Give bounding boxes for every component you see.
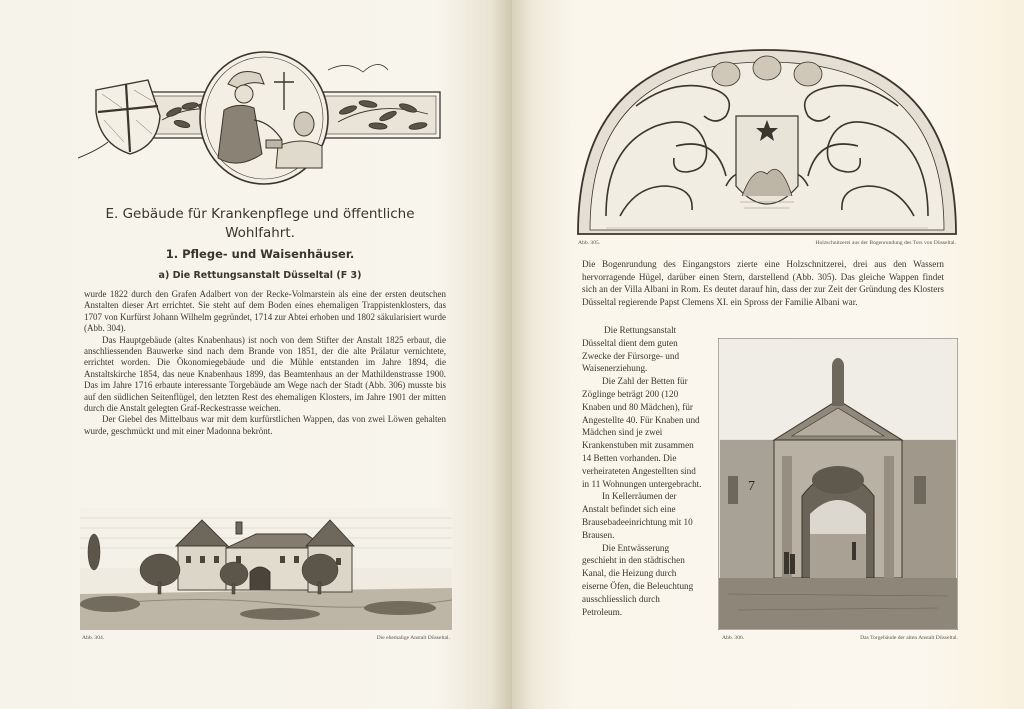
- figure-305-number: Abb. 305.: [578, 240, 601, 246]
- right-intro-text: Die Bogenrundung des Eingangstors zierte eine Holzschnitzerei, drei aus den Wassern hervorragende Hügel, darüber einen Stern, darstellend (Abb. 305). Das gleiche Wappen findet sich an der Villa Albani in Rom. Es deutet darauf hin, dass der zur Zeit der Gründung des Klosters Düsseltal regierende Papst Clemens XI. ein Spross der Familie Albani war.: [582, 259, 944, 307]
- paragraph: Die Zahl der Betten für Zöglinge beträgt 200 (120 Knaben und 80 Mädchen), für Angestellte 40. Für Knaben und Mädchen sind je zwei Krankenstuben mit zusammen 14 Betten vorhanden. Die verheirateten Angestellten sind in 11 Wohnungen untergebracht.: [582, 376, 702, 489]
- figure-304-number: Abb. 304.: [82, 635, 105, 641]
- figure-305-illustration: [576, 46, 958, 238]
- right-page: [512, 0, 1024, 709]
- figure-304-caption: Die ehemalige Anstalt Düsseltal.: [376, 635, 450, 641]
- figure-306-number: Abb. 306.: [722, 635, 745, 641]
- paragraph: Die Entwässerung geschieht in den städtischen Kanal, die Heizung durch eiserne Öfen, die Beleuchtung ausschliesslich durch Petroleum.: [582, 542, 694, 617]
- figure-306-photo: [718, 338, 958, 630]
- paragraph: wurde 1822 durch den Grafen Adalbert von der Recke-Volmarstein als eine der ersten deutschen Anstalten dieser Art errichtet. Sie steht auf dem Boden eines ehemaligen Trappistenklosters, das 1707 von Kurfürst Johann Wilhelm gegründet, 1714 zur Abtei erhoben und 1802 säkularisiert wurde (Abb. 304).: [84, 289, 446, 334]
- vignette-illustration: [78, 50, 450, 190]
- right-column-text: [582, 324, 702, 618]
- gate-number: 7: [748, 479, 755, 494]
- paragraph: In Kellerräumen der Anstalt befindet sich eine Brausebadeeinrichtung mit 10 Brausen.: [582, 491, 693, 540]
- section-heading-e: E. Gebäude für Krankenpflege und öffentliche Wohlfahrt.: [105, 206, 415, 241]
- left-body-text: [84, 289, 446, 437]
- figure-304-illustration: [80, 508, 452, 630]
- subsection-heading-a: a) Die Rettungsanstalt Düsseltal (F 3): [158, 270, 362, 281]
- figure-305-caption: Holzschnitzerei aus der Bogenrundung des Tors von Düsseltal.: [815, 240, 956, 246]
- subsection-heading-1: 1. Pflege- und Waisenhäuser.: [165, 247, 355, 261]
- paragraph: Der Giebel des Mittelbaus war mit dem kurfürstlichen Wappen, das von zwei Löwen gehalten wurde, geschmückt und mit einer Madonna bekrönt.: [84, 414, 446, 436]
- figure-306-caption: Das Torgebäude der alten Anstalt Düsseltal.: [860, 635, 958, 641]
- paragraph: Das Hauptgebäude (altes Knabenhaus) ist noch von dem Stifter der Anstalt 1825 erbaut, die anschliessenden Bauwerke sind nach dem Brande von 1851, der die alte Prälatur vernichtete, errichtet worden. Die Ökonomiegebäude und die Mühle entstanden im Jahre 1894, die Anstaltskirche 1854, das neue Knabenhaus 1899, das Beamtenhaus an der Mathildenstrasse 1900. Das im Jahre 1716 erbaute interessante Torgebäude am Wege nach der Stadt (Abb. 306) musste bis auf den südlichen Seitenflügel, den letzten Rest des ehemaligen Klosters, im Jahre 1901 der mitten durch die Anstalt gelegten Graf-Reckestrasse weichen.: [84, 334, 446, 414]
- paragraph: Die Rettungsanstalt Düsseltal dient dem guten Zwecke der Fürsorge- und Waisenerziehung.: [582, 325, 680, 374]
